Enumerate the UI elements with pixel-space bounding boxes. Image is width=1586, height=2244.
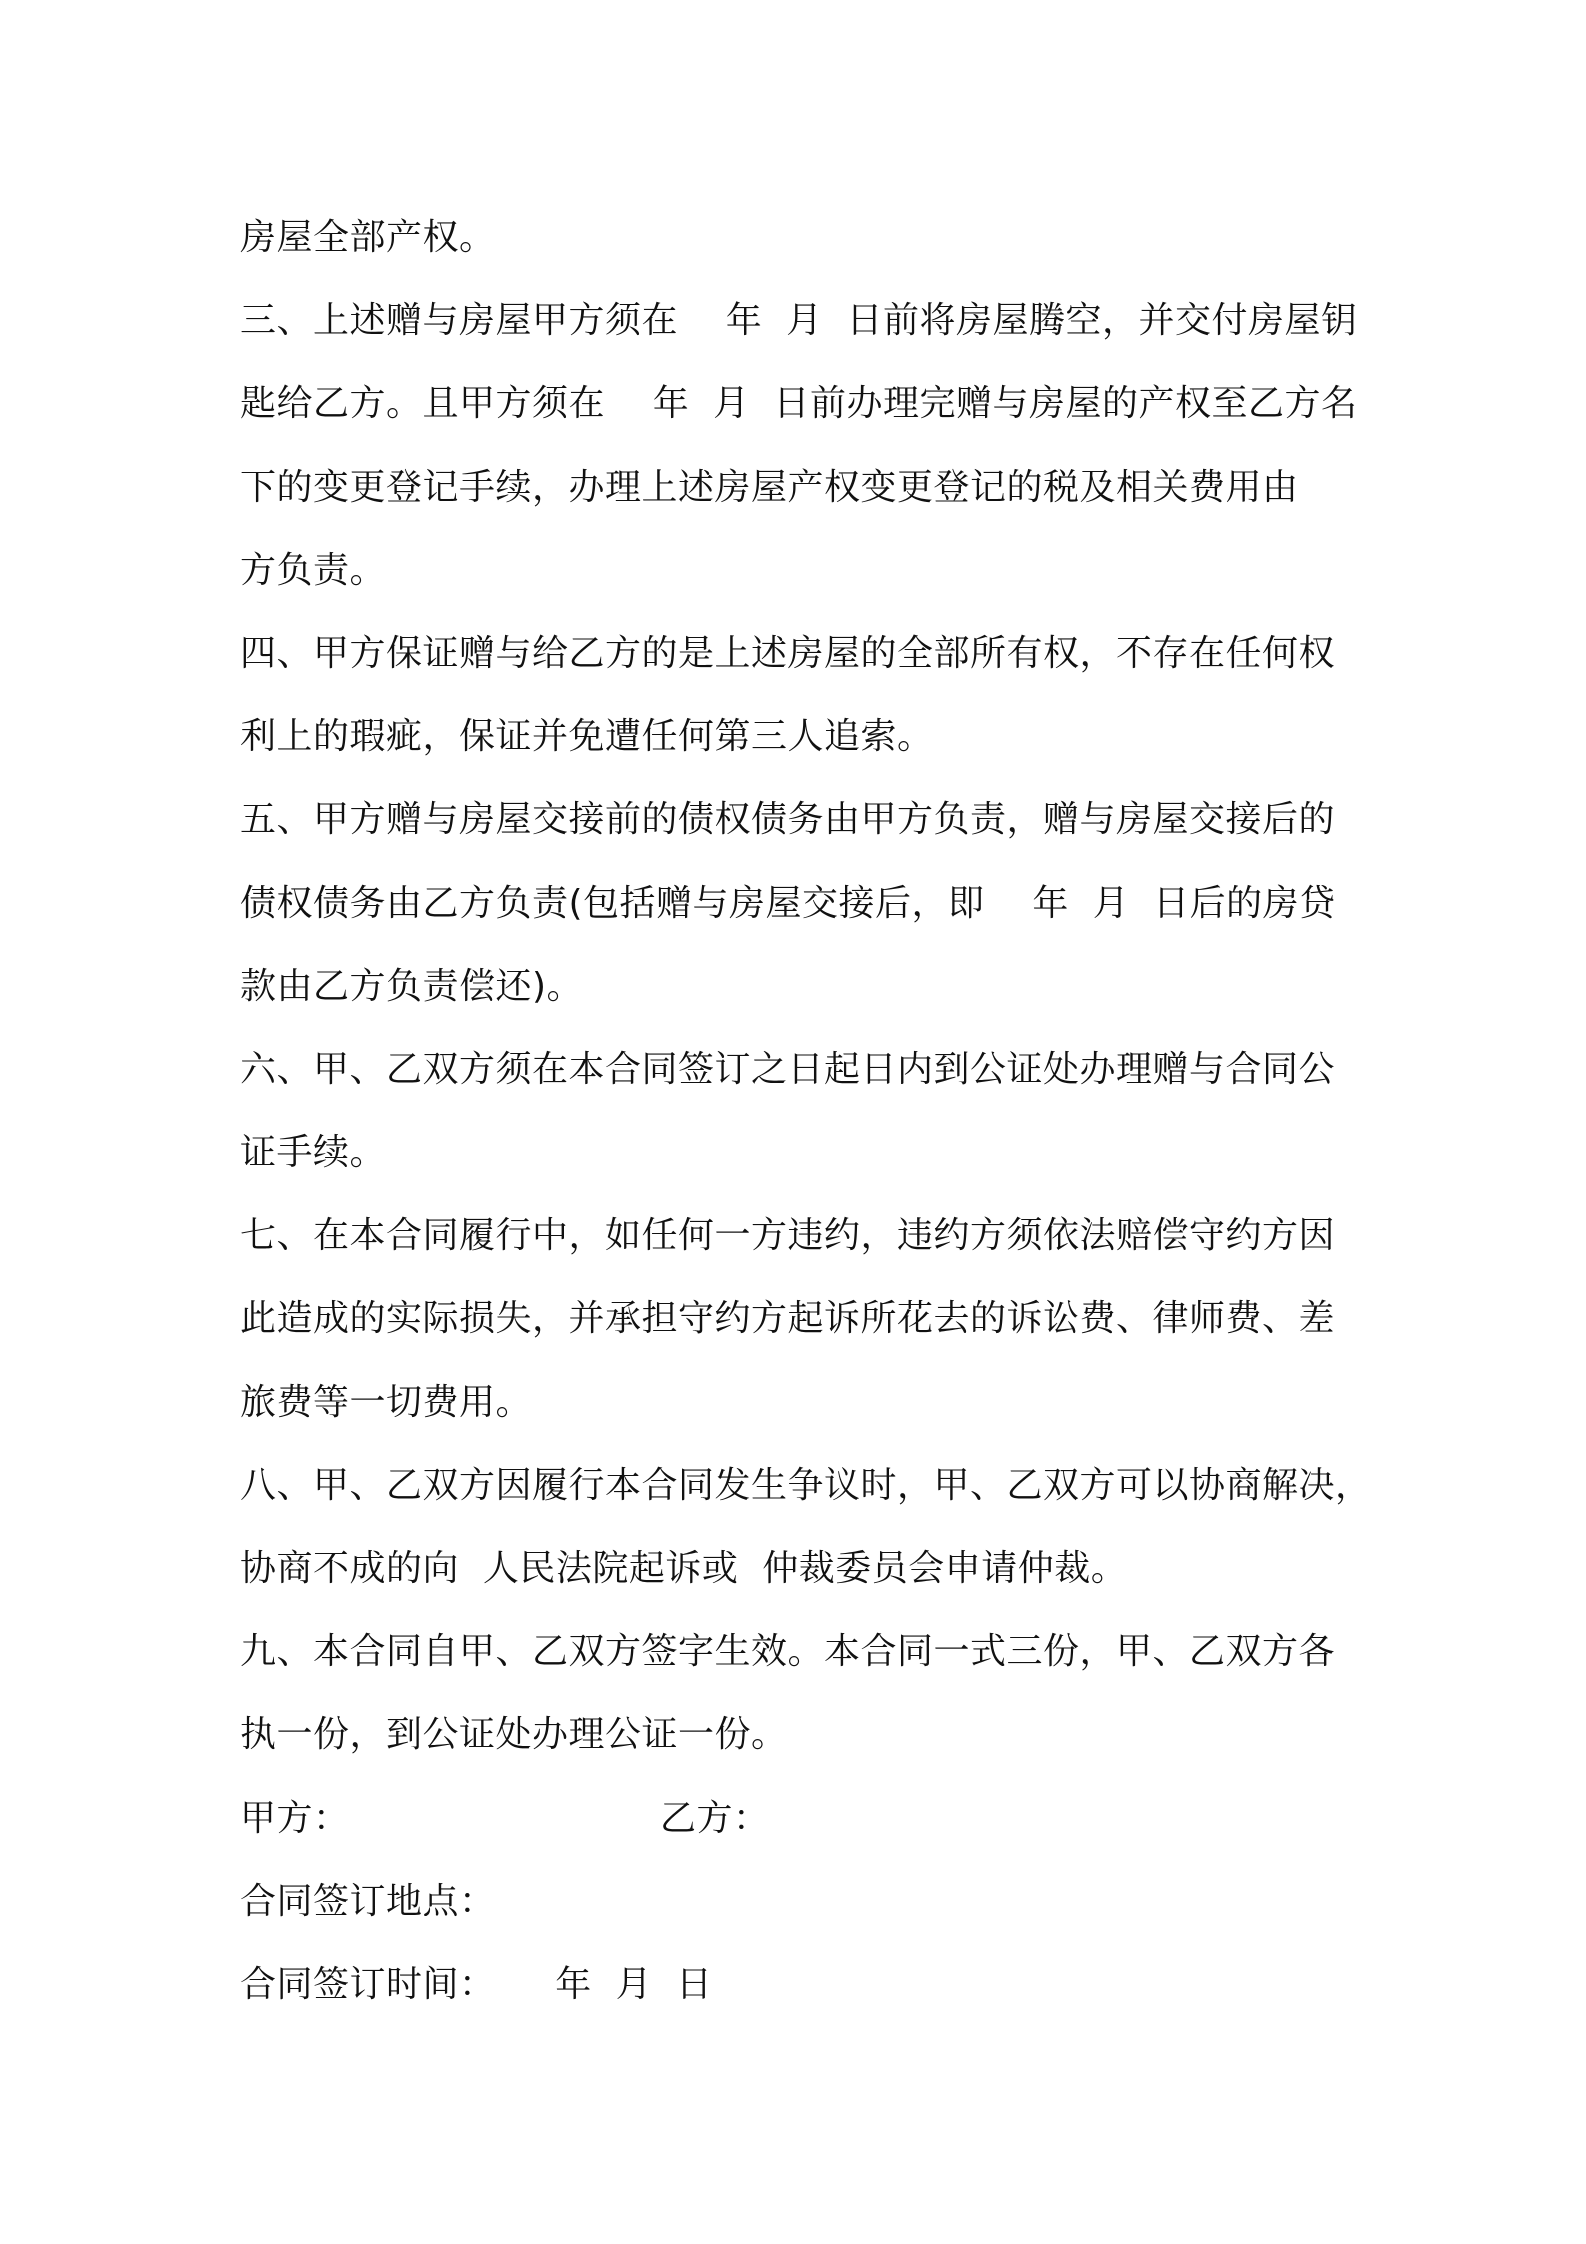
text-line: 七、在本合同履行中，如任何一方违约，违约方须依法赔偿守约方因 [240, 1215, 1336, 1257]
text-line: 九、本合同自甲、乙双方签字生效。本合同一式三份，甲、乙双方各 [240, 1631, 1336, 1673]
text-line: 协商不成的向 人民法院起诉或 仲裁委员会申请仲裁。 [240, 1548, 1128, 1589]
text-line: 下的变更登记手续，办理上述房屋产权变更登记的税及相关费用由 [240, 466, 1299, 508]
text-line: 六、甲、乙双方须在本合同签订之日起日内到公证处办理赠与合同公 [240, 1048, 1336, 1090]
text-line: 债权债务由乙方负责(包括赠与房屋交接后，即 年 月 日后的房贷 [240, 882, 1336, 924]
text-line: 款由乙方负责偿还)。 [240, 965, 584, 1007]
text-line: 四、甲方保证赠与给乙方的是上述房屋的全部所有权，不存在任何权 [240, 632, 1336, 674]
text-line: 此造成的实际损失，并承担守约方起诉所花去的诉讼费、律师费、差 [240, 1298, 1336, 1340]
contract-text [240, 196, 1372, 2026]
signing-time-line: 合同签订时间： 年 月 日 [240, 1963, 713, 2005]
signing-place-line: 合同签订地点： [240, 1880, 496, 1922]
text-line: 旅费等一切费用。 [240, 1381, 533, 1423]
text-line: 证手续。 [240, 1132, 387, 1174]
text-line: 匙给乙方。且甲方须在 年 月 日前办理完赠与房屋的产权至乙方名 [240, 383, 1358, 425]
text-line: 三、上述赠与房屋甲方须在 年 月 日前将房屋腾空，并交付房屋钥 [240, 300, 1358, 342]
text-line: 执一份，到公证处办理公证一份。 [240, 1714, 788, 1756]
text-line: 八、甲、乙双方因履行本合同发生争议时，甲、乙双方可以协商解决， [240, 1464, 1372, 1506]
signature-line: 甲方： 乙方： [240, 1797, 770, 1839]
text-line: 利上的瑕疵，保证并免遭任何第三人追索。 [240, 716, 934, 758]
text-line: 五、甲方赠与房屋交接前的债权债务由甲方负责，赠与房屋交接后的 [240, 799, 1336, 841]
text-line: 方负责。 [240, 549, 387, 591]
text-line: 房屋全部产权。 [240, 217, 496, 258]
